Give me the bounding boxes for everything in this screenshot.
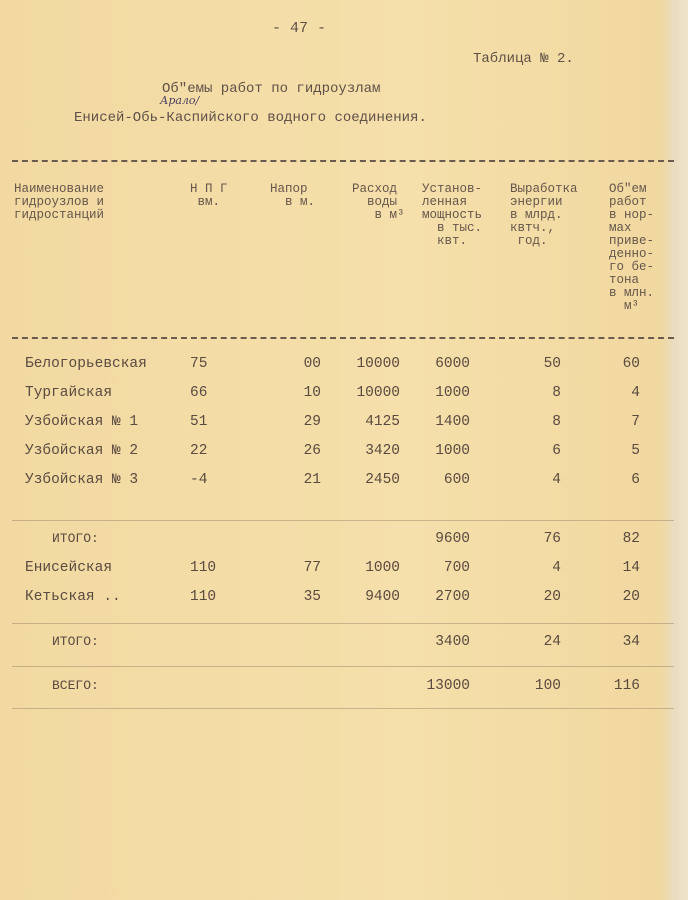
row-value: 5	[631, 443, 640, 459]
row-value: 82	[622, 531, 640, 547]
row-value: 6	[631, 472, 640, 488]
row-value: 10	[303, 385, 321, 401]
table-row	[0, 472, 688, 492]
divider	[12, 708, 674, 709]
row-value: 3420	[365, 443, 400, 459]
row-value: 14	[622, 560, 640, 576]
row-value: 100	[534, 678, 561, 694]
row-value: 4	[552, 560, 561, 576]
row-value: 6000	[435, 356, 470, 372]
table-row	[0, 589, 688, 609]
row-value: 9600	[435, 531, 470, 547]
row-value: 3400	[435, 634, 470, 650]
row-name: Енисейская	[25, 560, 113, 576]
table-row	[0, 560, 688, 580]
header-capacity: Установ- ленная мощность в тыс. квт.	[422, 182, 483, 248]
row-value: 4125	[365, 414, 400, 430]
row-value: 1400	[435, 414, 470, 430]
row-value: 29	[303, 414, 321, 430]
table-row	[0, 385, 688, 405]
row-name: Кетьская ..	[25, 589, 121, 605]
row-value: 116	[613, 678, 640, 694]
row-name: Тургайская	[25, 385, 113, 401]
row-value: 9400	[365, 589, 400, 605]
row-value: 2450	[365, 472, 400, 488]
row-value: 8	[552, 385, 561, 401]
row-name: ВСЕГО:	[52, 678, 99, 693]
row-value: 20	[622, 589, 640, 605]
header-head: Напор в м.	[270, 182, 316, 209]
row-value: 700	[443, 560, 470, 576]
row-value: 00	[303, 356, 321, 372]
row-name: Узбойская № 1	[25, 414, 139, 430]
table-row	[0, 634, 688, 654]
divider	[12, 520, 674, 521]
header-npg: Н П Г вм.	[190, 182, 228, 209]
handwritten-insert: Арало/	[160, 94, 200, 107]
row-value: 10000	[356, 385, 400, 401]
header-volume: Об"ем работ в нор- мах приве- денно- го бе- тона в млн. м³	[609, 182, 655, 313]
row-value: 1000	[435, 385, 470, 401]
row-value: 21	[303, 472, 321, 488]
row-value: 76	[543, 531, 561, 547]
row-name: Узбойская № 3	[25, 472, 139, 488]
row-value: 24	[543, 634, 561, 650]
row-value: 600	[443, 472, 470, 488]
row-name: ИТОГО:	[52, 531, 99, 546]
row-value: 110	[190, 560, 217, 576]
row-value: 60	[622, 356, 640, 372]
row-value: 34	[622, 634, 640, 650]
table-label: Таблица № 2.	[473, 51, 574, 67]
row-value: 1000	[365, 560, 400, 576]
row-value: 13000	[426, 678, 470, 694]
row-value: 1000	[435, 443, 470, 459]
header-name: Наименование гидроузлов и гидростанций	[14, 182, 105, 222]
table-row	[0, 443, 688, 463]
row-value: 51	[190, 414, 208, 430]
row-value: 22	[190, 443, 208, 459]
row-value: 10000	[356, 356, 400, 372]
table-row	[0, 531, 688, 551]
row-value: 4	[631, 385, 640, 401]
divider	[12, 160, 674, 162]
divider	[12, 337, 674, 339]
row-name: ИТОГО:	[52, 634, 99, 649]
row-value: 77	[303, 560, 321, 576]
row-value: 8	[552, 414, 561, 430]
table-row	[0, 414, 688, 434]
header-flow: Расход воды в м³	[352, 182, 405, 222]
title-line-2	[74, 110, 427, 126]
row-value: 7	[631, 414, 640, 430]
table-row	[0, 678, 688, 698]
row-value: 50	[543, 356, 561, 372]
table-row	[0, 356, 688, 376]
row-value: 6	[552, 443, 561, 459]
title-part-b: Каспийского водного соединения.	[166, 110, 427, 126]
row-value: 75	[190, 356, 208, 372]
divider	[12, 623, 674, 624]
title-line-1: Об"емы работ по гидроузлам	[162, 81, 381, 97]
row-value: -4	[190, 472, 208, 488]
page-number: - 47 -	[272, 20, 327, 37]
divider	[12, 666, 674, 667]
row-name: Белогорьевская	[25, 356, 147, 372]
header-output: Выработка энергии в млрд. квтч., год.	[510, 182, 578, 248]
row-value: 66	[190, 385, 208, 401]
row-value: 26	[303, 443, 321, 459]
row-value: 2700	[435, 589, 470, 605]
row-value: 35	[303, 589, 321, 605]
row-value: 20	[543, 589, 561, 605]
row-value: 4	[552, 472, 561, 488]
row-name: Узбойская № 2	[25, 443, 139, 459]
row-value: 110	[190, 589, 217, 605]
title-part-a: Енисей-Обь-	[74, 110, 167, 126]
